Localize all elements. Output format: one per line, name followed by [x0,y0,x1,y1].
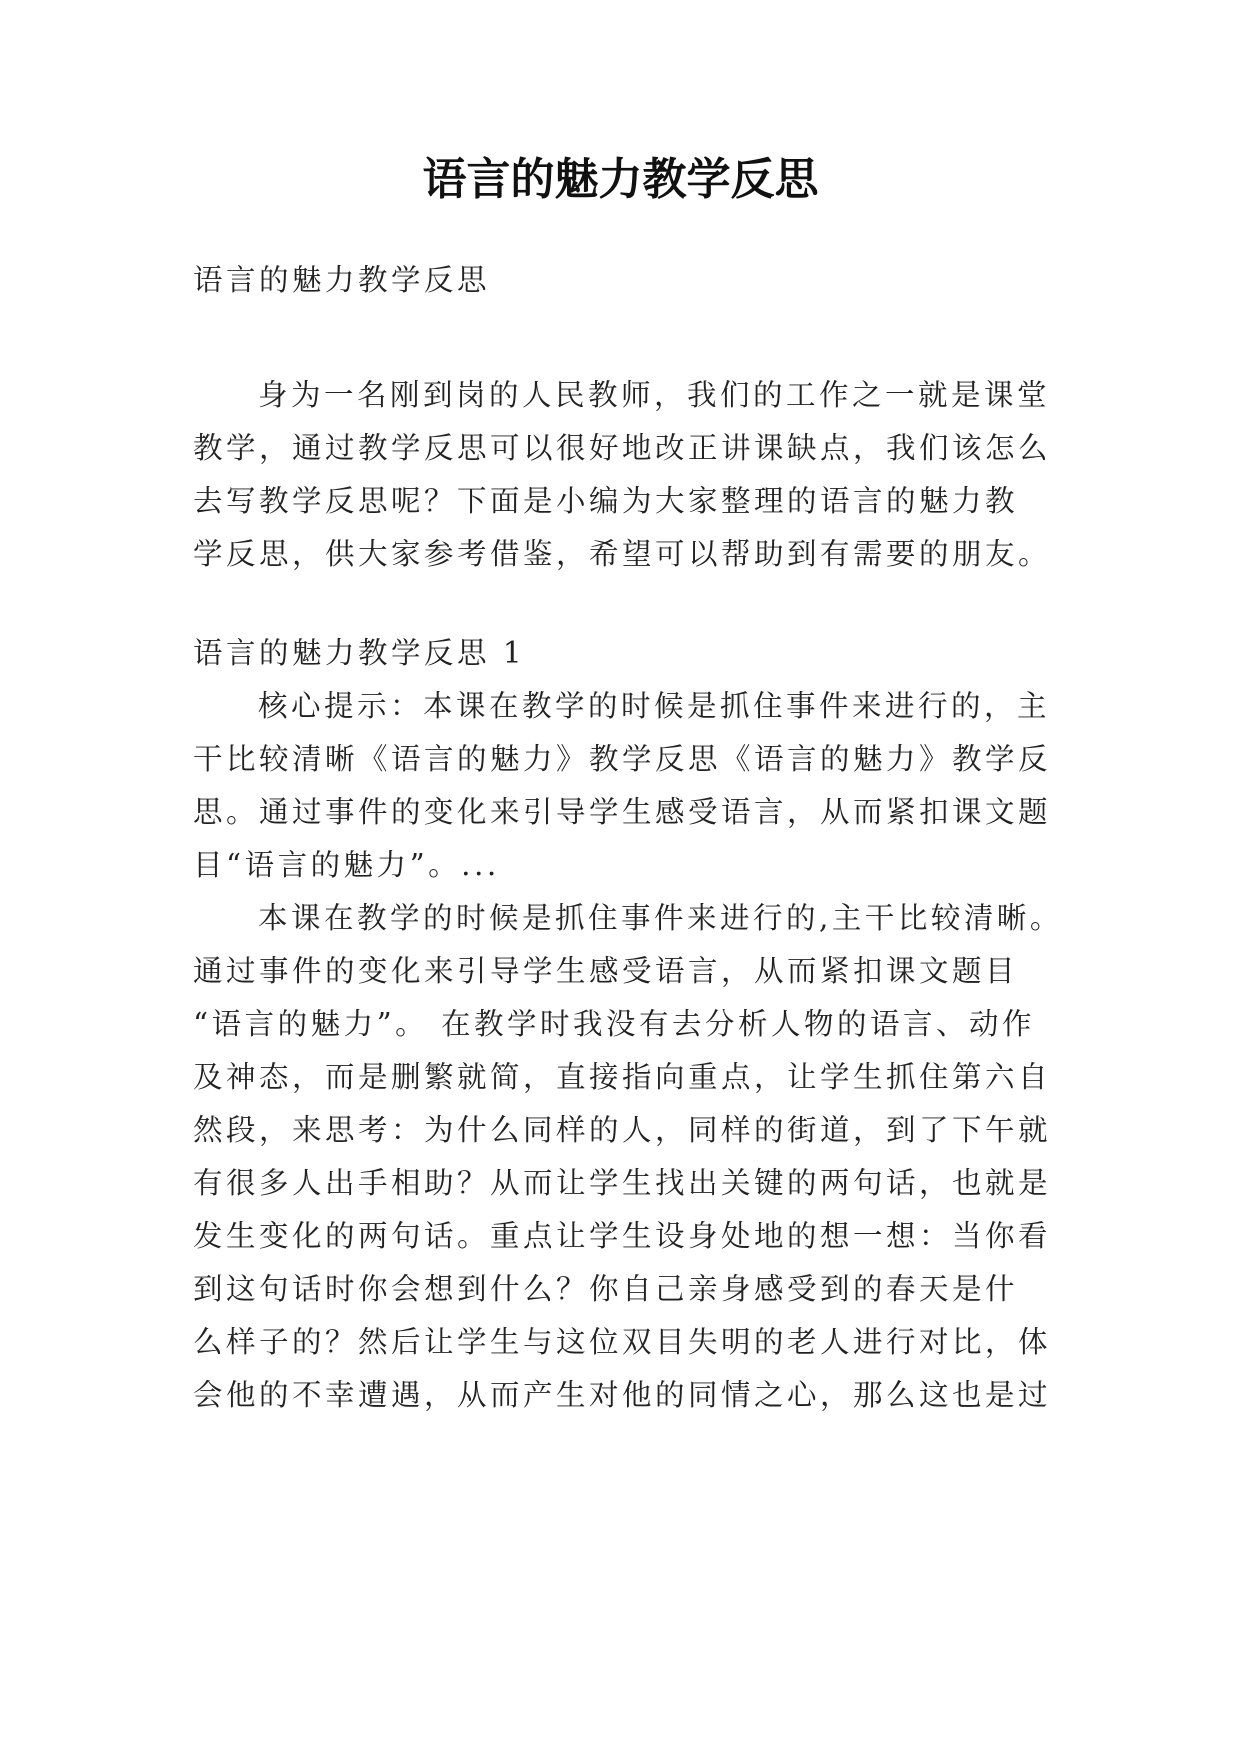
summary-line: 核心提示：本课在教学的时候是抓住事件来进行的，主 [258,689,1051,723]
body-line: 发生变化的两句话。重点让学生设身处地的想一想：当你看 [193,1219,1052,1253]
body-line: 到这句话时你会想到什么？你自己亲身感受到的春天是什 [193,1272,1019,1306]
body-line: 本课在教学的时候是抓住事件来进行的,主干比较清晰。 [258,901,1063,935]
summary-line: 干比较清晰《语言的魅力》教学反思《语言的魅力》教学反 [193,742,1052,776]
document-subtitle: 语言的魅力教学反思 [193,263,491,297]
body-line: 然段，来思考：为什么同样的人，同样的街道，到了下午就 [193,1113,1052,1147]
body-line: 有很多人出手相助？从而让学生找出关键的两句话，也就是 [193,1166,1052,1200]
intro-line: 学反思，供大家参考借鉴，希望可以帮助到有需要的朋友。 [193,537,1052,571]
body-line: 通过事件的变化来引导学生感受语言，从而紧扣课文题目 [193,954,1019,988]
body-line: 会他的不幸遭遇，从而产生对他的同情之心，那么这也是过 [193,1378,1052,1412]
intro-line: 去写教学反思呢？下面是小编为大家整理的语言的魅力教 [193,484,1019,518]
summary-line: 思。通过事件的变化来引导学生感受语言，从而紧扣课文题 [193,795,1052,829]
body-line: 么样子的？然后让学生与这位双目失明的老人进行对比，体 [193,1325,1052,1359]
section-heading: 语言的魅力教学反思 1 [193,636,526,670]
body-line: 及神态，而是删繁就简，直接指向重点，让学生抓住第六自 [193,1060,1052,1094]
body-line: “语言的魅力”。 在教学时我没有去分析人物的语言、动作 [193,1007,1036,1041]
intro-line: 身为一名刚到岗的人民教师，我们的工作之一就是课堂 [258,378,1051,412]
summary-line: 目“语言的魅力”。... [193,848,500,882]
page-title: 语言的魅力教学反思 [422,154,819,205]
intro-line: 教学，通过教学反思可以很好地改正讲课缺点，我们该怎么 [193,431,1052,465]
